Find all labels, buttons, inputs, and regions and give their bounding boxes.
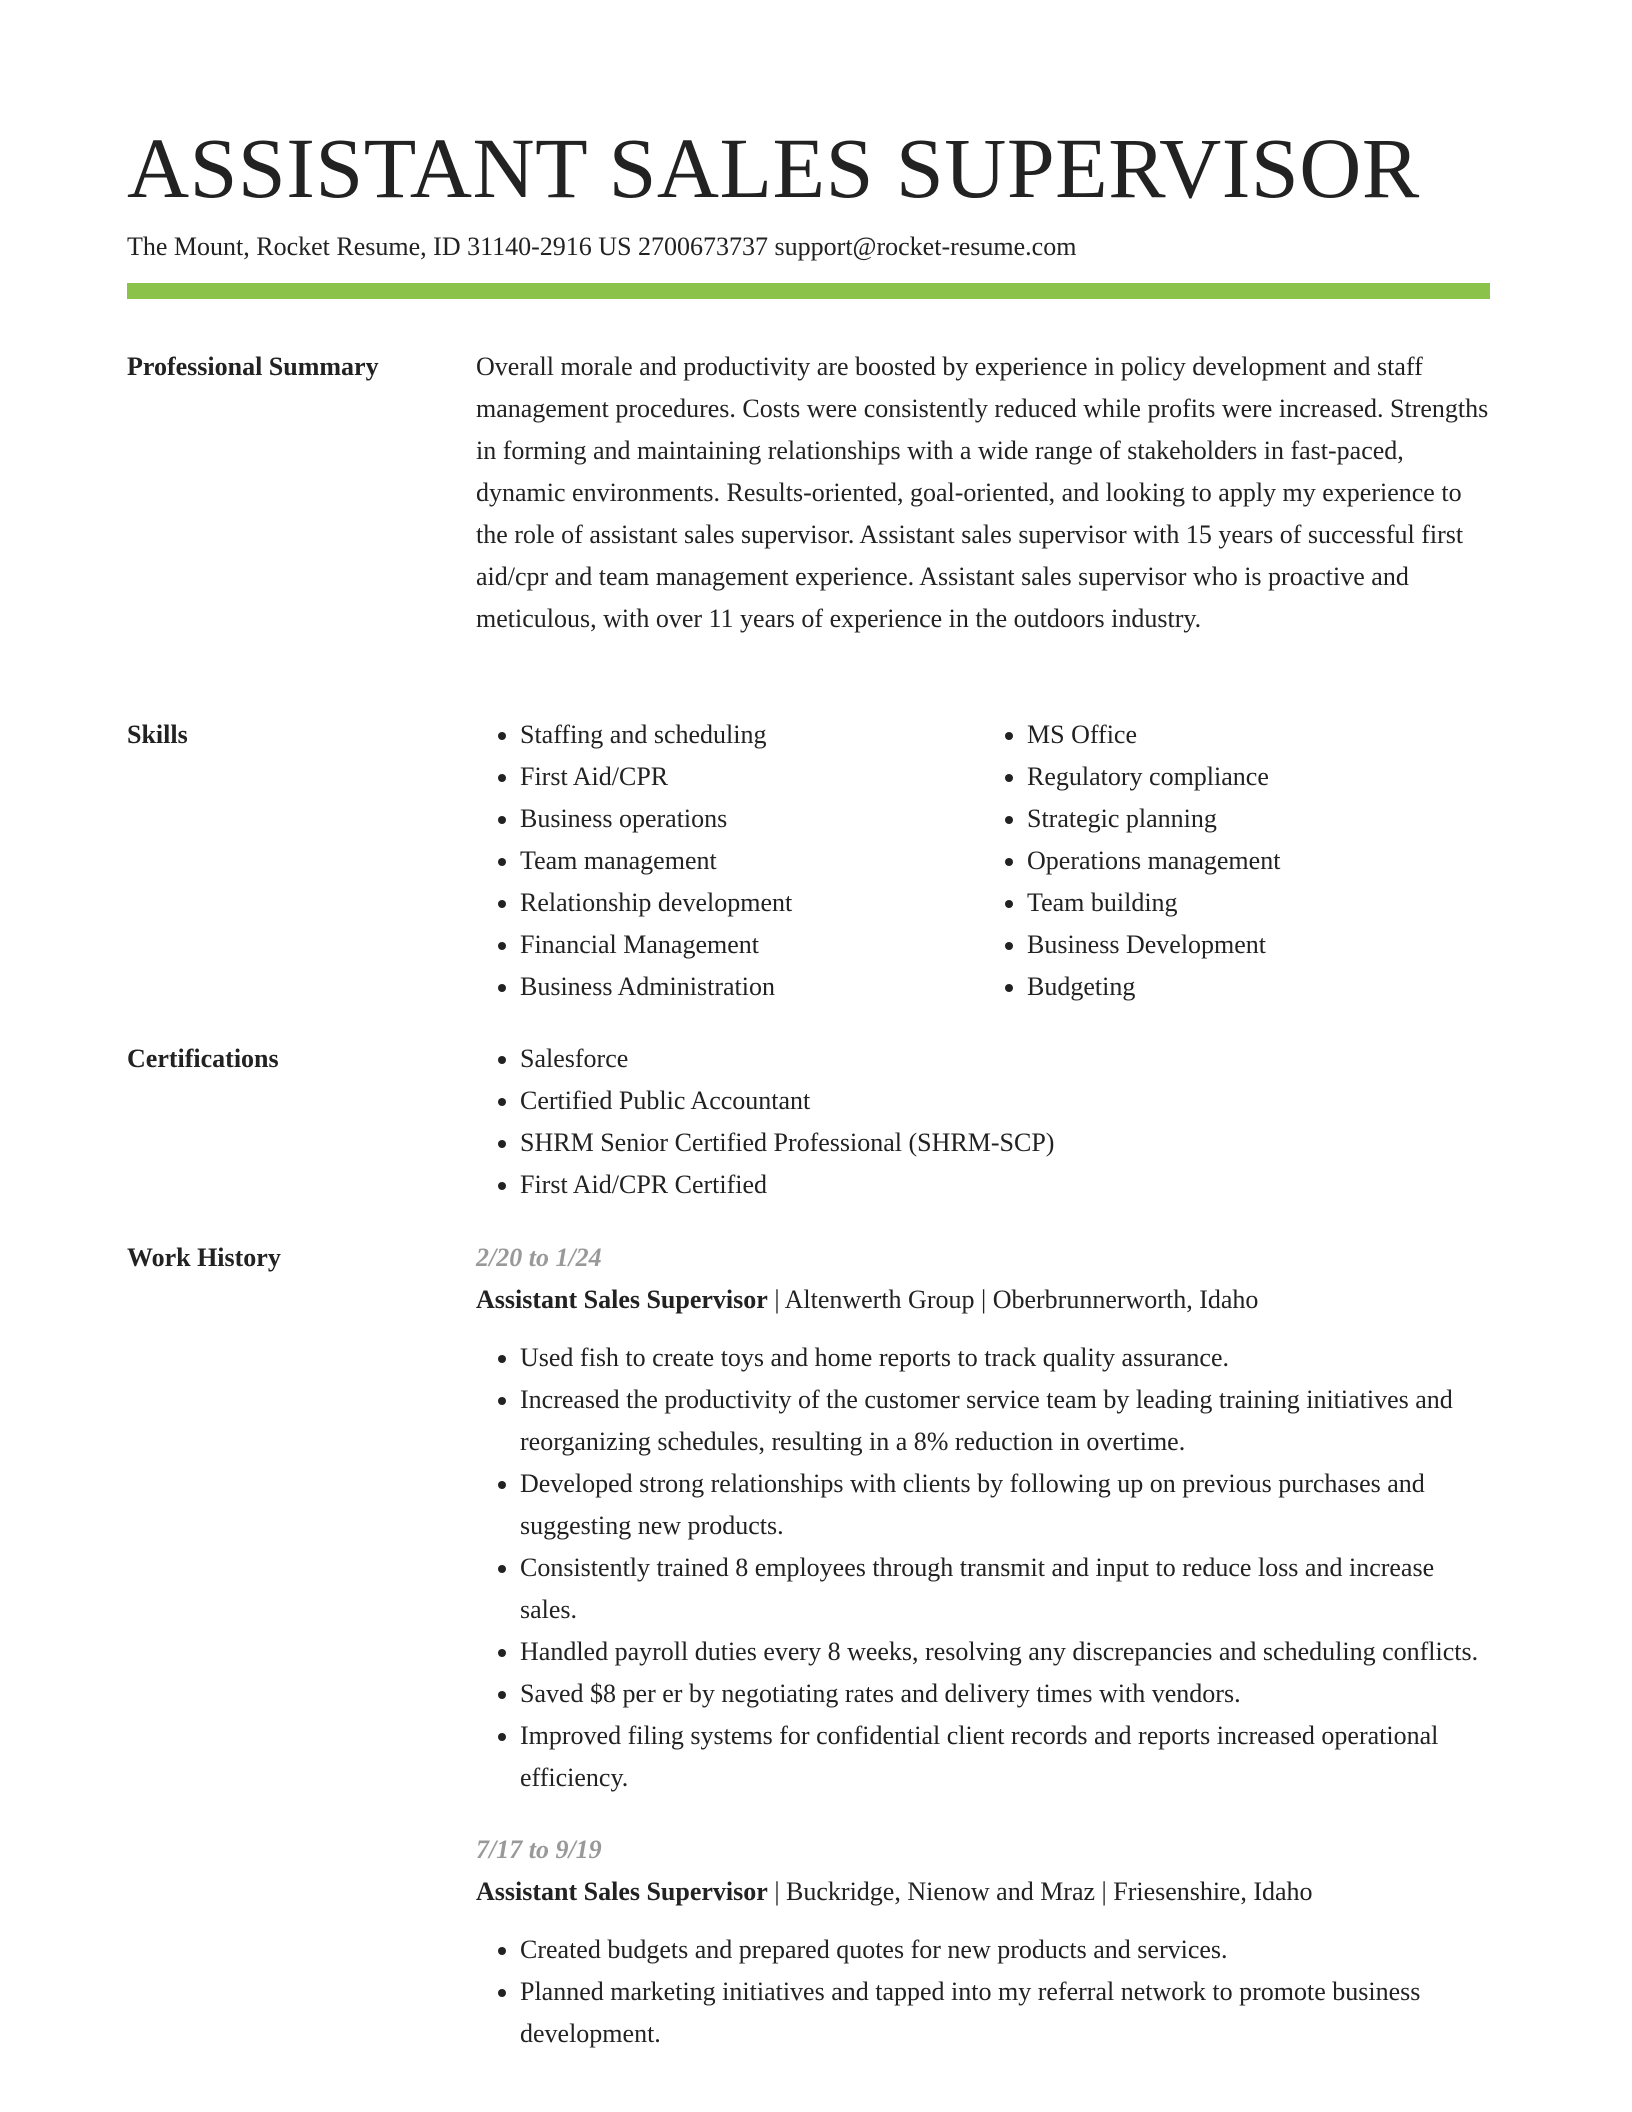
job-heading — [476, 1279, 1490, 1321]
certification-item: • Salesforce — [520, 1038, 1490, 1080]
job-entry — [476, 1829, 1490, 2055]
skill-item: • Team building — [1027, 882, 1490, 924]
certification-item: • Certified Public Accountant — [520, 1080, 1490, 1122]
section-label-summary: Professional Summary — [127, 352, 379, 381]
skill-item: • Budgeting — [1027, 966, 1490, 1008]
job-bullets — [476, 1929, 1490, 2055]
certification-item: • First Aid/CPR Certified — [520, 1164, 1490, 1206]
job-bullet: • Consistently trained 8 employees through transmit and input to reduce loss and increase sales. — [520, 1547, 1490, 1631]
skill-item: • MS Office — [1027, 714, 1490, 756]
skills-list-left — [476, 714, 983, 1008]
contact-info: The Mount, Rocket Resume, ID 31140-2916 US 2700673737 support@rocket-resume.com — [127, 232, 1077, 261]
skill-item: • Regulatory compliance — [1027, 756, 1490, 798]
skill-item: • Strategic planning — [1027, 798, 1490, 840]
skill-item: • First Aid/CPR — [520, 756, 983, 798]
resume-title: ASSISTANT SALES SUPERVISOR — [127, 120, 1420, 216]
section-label-work-history: Work History — [127, 1243, 281, 1272]
job-bullet: • Handled payroll duties every 8 weeks, resolving any discrepancies and scheduling conflicts. — [520, 1631, 1490, 1673]
skill-item: • Staffing and scheduling — [520, 714, 983, 756]
job-entry — [476, 1237, 1490, 1799]
job-bullet: • Increased the productivity of the customer service team by leading training initiatives and reorganizing schedules, resulting in a 8% reduction in overtime. — [520, 1379, 1490, 1463]
section-label-certifications: Certifications — [127, 1044, 279, 1073]
job-dates: 7/17 to 9/19 — [476, 1835, 602, 1864]
job-employer-location: | Altenwerth Group | Oberbrunnerworth, Idaho — [767, 1285, 1259, 1314]
certifications-list — [476, 1038, 1490, 1206]
certification-item: • SHRM Senior Certified Professional (SHRM-SCP) — [520, 1122, 1490, 1164]
job-employer-location: | Buckridge, Nienow and Mraz | Friesenshire, Idaho — [767, 1877, 1313, 1906]
job-dates: 2/20 to 1/24 — [476, 1243, 602, 1272]
skill-item: • Business operations — [520, 798, 983, 840]
summary-text: Overall morale and productivity are boosted by experience in policy development and staff management procedures. Costs were consistently reduced while profits were increased. Strengths in forming and maintaining relationships with a wide range of stakeholders in fast-paced, dynamic environments. Results-oriented, goal-oriented, and looking to apply my experience to the role of assistant sales supervisor. Assistant sales supervisor with 15 years of successful first aid/cpr and team management experience. Assistant sales supervisor who is proactive and meticulous, with over 11 years of experience in the outdoors industry. — [476, 352, 1489, 633]
skill-item: • Operations management — [1027, 840, 1490, 882]
section-label-skills: Skills — [127, 720, 188, 749]
job-bullet: • Planned marketing initiatives and tapped into my referral network to promote business development. — [520, 1971, 1490, 2055]
skill-item: • Business Administration — [520, 966, 983, 1008]
skill-item: • Financial Management — [520, 924, 983, 966]
job-bullet: • Used fish to create toys and home reports to track quality assurance. — [520, 1337, 1490, 1379]
job-bullet: • Saved $8 per er by negotiating rates and delivery times with vendors. — [520, 1673, 1490, 1715]
job-title: Assistant Sales Supervisor — [476, 1285, 768, 1314]
job-heading — [476, 1871, 1490, 1913]
job-bullets — [476, 1337, 1490, 1799]
skill-item: • Team management — [520, 840, 983, 882]
skills-list-right — [983, 714, 1490, 1008]
job-bullet: • Improved filing systems for confidential client records and reports increased operational efficiency. — [520, 1715, 1490, 1799]
accent-divider — [127, 283, 1490, 299]
job-bullet: • Created budgets and prepared quotes for new products and services. — [520, 1929, 1490, 1971]
skill-item: • Business Development — [1027, 924, 1490, 966]
skill-item: • Relationship development — [520, 882, 983, 924]
job-title: Assistant Sales Supervisor — [476, 1877, 768, 1906]
job-bullet: • Developed strong relationships with clients by following up on previous purchases and suggesting new products. — [520, 1463, 1490, 1547]
